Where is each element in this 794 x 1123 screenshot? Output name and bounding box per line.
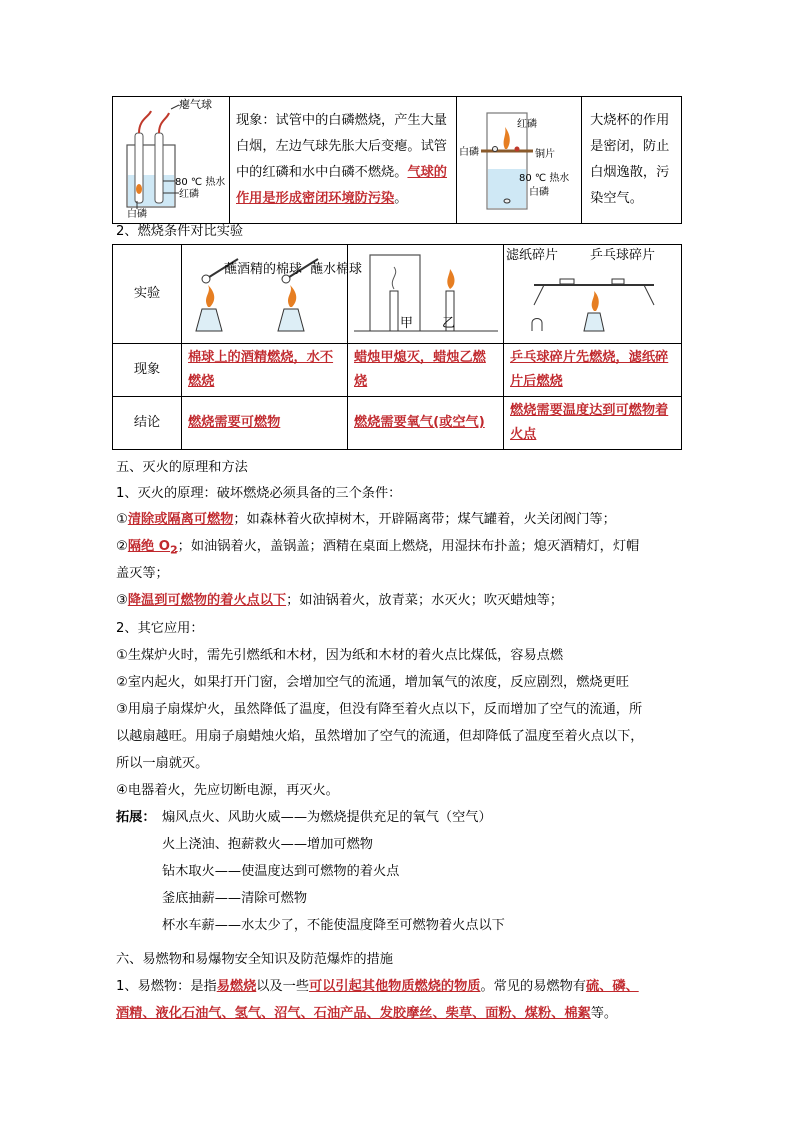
label-white-phosphorus-3: 白磷: [529, 187, 550, 198]
conclusion-cotton: [182, 397, 348, 450]
label-white-phosphorus: 白磷: [127, 209, 147, 220]
extension-item-4: 釜底抽薪——清除可燃物: [162, 891, 308, 906]
conclusion-candle: [348, 397, 504, 450]
other-applications-heading: 2、其它应用：: [116, 621, 204, 636]
method-1-key: 清除或隔离可燃物: [127, 512, 234, 527]
conclusion-paper: [504, 397, 682, 450]
figure-paper-pingpong: [504, 245, 682, 344]
figure-cell-2: [457, 97, 582, 224]
method-3-key: 降温到可燃物的着火点以下: [127, 593, 287, 608]
phenomenon-candle: [348, 344, 504, 397]
extension-item-1: 煽风点火、风助火威——为燃烧提供充足的氧气（空气）: [162, 810, 492, 825]
experiment-table-2: [112, 244, 682, 450]
cotton-ball-figure: [182, 245, 363, 339]
application-3-line-1: ③用扇子扇煤炉火，虽然降低了温度，但没有降至着火点以下，反而增加了空气的流通，所: [116, 702, 643, 717]
method-2-num: ②: [116, 539, 128, 554]
label-hot-water-2: 80 ℃ 热水: [519, 173, 570, 184]
application-2: ②室内起火，如果打开门窗，会增加空气的流通，增加氧气的浓度，反应剧烈，燃烧更旺: [116, 675, 629, 690]
label-candle-b: 乙: [442, 316, 456, 331]
conclusion-paper-text: 燃烧需要温度达到可燃物着火点: [510, 403, 669, 442]
label-filter-paper: 滤纸碎片: [506, 248, 559, 263]
flammables-line-2: [116, 1004, 617, 1024]
label-pingpong: 乒乓球碎片: [590, 248, 656, 263]
flammables-common: 。常见的易燃物有: [480, 979, 586, 994]
method-2-key: [127, 539, 178, 557]
method-1-num: ①: [116, 512, 128, 527]
method-3-examples: ；如油锅着火，放青菜；水灭火；吹灭蜡烛等；: [286, 593, 564, 608]
flammables-end: 等。: [590, 1006, 618, 1021]
label-copper-plate: 铜片: [535, 149, 556, 160]
method-2-cont: 盖灭等；: [116, 566, 169, 581]
figure-candles: [348, 245, 504, 344]
phenomenon-cotton: [182, 344, 348, 397]
method-1-examples: ；如森林着火砍掉树木，开辟隔离带；煤气罐着，火关闭阀门等；: [233, 512, 616, 527]
experiment-table-1: [112, 96, 682, 224]
section-5-title: 五、灭火的原理和方法: [116, 460, 248, 475]
method-2: [116, 537, 639, 561]
conclusion-cotton-text: 燃烧需要可燃物: [188, 415, 281, 430]
flammables-mid: 以及一些: [256, 979, 310, 994]
application-3-line-2: 以越扇越旺。用扇子扇蜡烛火焰，虽然增加了空气的流通，但却降低了温度至着火点以下，: [116, 729, 644, 744]
method-2-key-text: 隔绝 O: [127, 539, 171, 554]
extension-item-5: 杯水车薪——水太少了，不能使温度降至可燃物着火点以下: [162, 918, 505, 933]
extension-label: 拓展：: [116, 810, 156, 825]
application-4: ④电器着火，先应切断电源，再灭火。: [116, 783, 339, 798]
method-3-num: ③: [116, 593, 128, 608]
flammables-key-1: 易燃烧: [216, 979, 257, 994]
balloon-purpose: 气球的作用是形成密闭环境防污染: [236, 165, 447, 206]
section-2-title: 2、燃烧条件对比实验: [116, 224, 244, 239]
flammables-intro: 1、易燃物：是指: [116, 979, 217, 994]
label-red-phosphorus: 红磷: [179, 189, 199, 200]
beaker-apparatus-figure: [457, 97, 581, 219]
principle-heading: 1、灭火的原理：破坏燃烧必须具备的三个条件：: [116, 486, 402, 501]
figure-cotton-ball: [182, 245, 363, 344]
candle-figure: [348, 245, 503, 339]
extension-item-2: 火上浇油、抱薪救火——增加可燃物: [162, 837, 373, 852]
application-3-line-3: 所以一扇就灭。: [116, 756, 209, 771]
phenomenon-paper-text: 乒乓球碎片先燃烧，滤纸碎片后燃烧: [510, 350, 669, 389]
phenomenon-paper: [504, 344, 682, 397]
figure-cell-1: [113, 97, 230, 224]
flammables-line-1: [116, 977, 639, 997]
application-1: ①生煤炉火时，需先引燃纸和木材，因为纸和木材的着火点比煤低，容易点燃: [116, 648, 564, 663]
label-hot-water: 80 ℃ 热水: [175, 177, 226, 188]
label-red-phosphorus-2: 红磷: [517, 119, 538, 130]
flammables-key-2: 可以引起其他物质燃烧的物质: [309, 979, 481, 994]
phenomenon-cell: [230, 97, 457, 224]
phenomenon-candle-text: 蜡烛甲熄灭，蜡烛乙燃烧: [354, 350, 486, 389]
purpose-cell: [582, 97, 682, 224]
label-water-ball: 蘸水棉球: [310, 262, 363, 277]
flammables-list: 酒精、液化石油气、氢气、沼气、石油产品、发胶摩丝、柴草、面粉、煤粉、棉絮: [116, 1006, 591, 1021]
phenomenon-cotton-text: 棉球上的酒精燃烧，水不燃烧: [188, 350, 334, 389]
paper-pingpong-figure: [504, 245, 681, 339]
section-6-title: 六、易燃物和易爆物安全知识及防范爆炸的措施: [116, 952, 393, 967]
label-alcohol-ball: 蘸酒精的棉球: [224, 262, 303, 277]
extension-item-3: 钻木取火——使温度达到可燃物的着火点: [162, 864, 400, 879]
method-2-examples: ；如油锅着火，盖锅盖；酒精在桌面上燃烧，用湿抹布扑盖；熄灭酒精灯，灯帽: [177, 539, 640, 554]
label-candle-a: 甲: [400, 316, 414, 331]
conclusion-candle-text: 燃烧需要氧气(或空气): [354, 415, 485, 430]
label-white-phosphorus-2: 白磷: [459, 147, 480, 158]
method-3: [116, 591, 563, 611]
flammables-list-start: 硫、磷、: [585, 979, 639, 994]
phenomenon-description: 现象：试管中的白磷燃烧，产生大量白烟，左边气球先胀大后变瘪。试管中的红磷和水中白磷不燃烧。: [236, 113, 447, 180]
row-label-experiment: 实验: [113, 245, 182, 344]
method-2-key-sub: 2: [170, 543, 178, 557]
test-tube-apparatus-figure: [113, 97, 229, 219]
row-label-conclusion: 结论: [113, 397, 182, 450]
row-label-phenomenon: 现象: [113, 344, 182, 397]
beaker-purpose-text: 大烧杯的作用是密闭，防止白烟逸散，污染空气。: [590, 113, 670, 206]
phenomenon-end: 。: [394, 191, 408, 206]
method-1: [116, 510, 616, 530]
label-balloon: 瘪气球: [179, 98, 212, 111]
phenomenon-text: [230, 106, 456, 214]
